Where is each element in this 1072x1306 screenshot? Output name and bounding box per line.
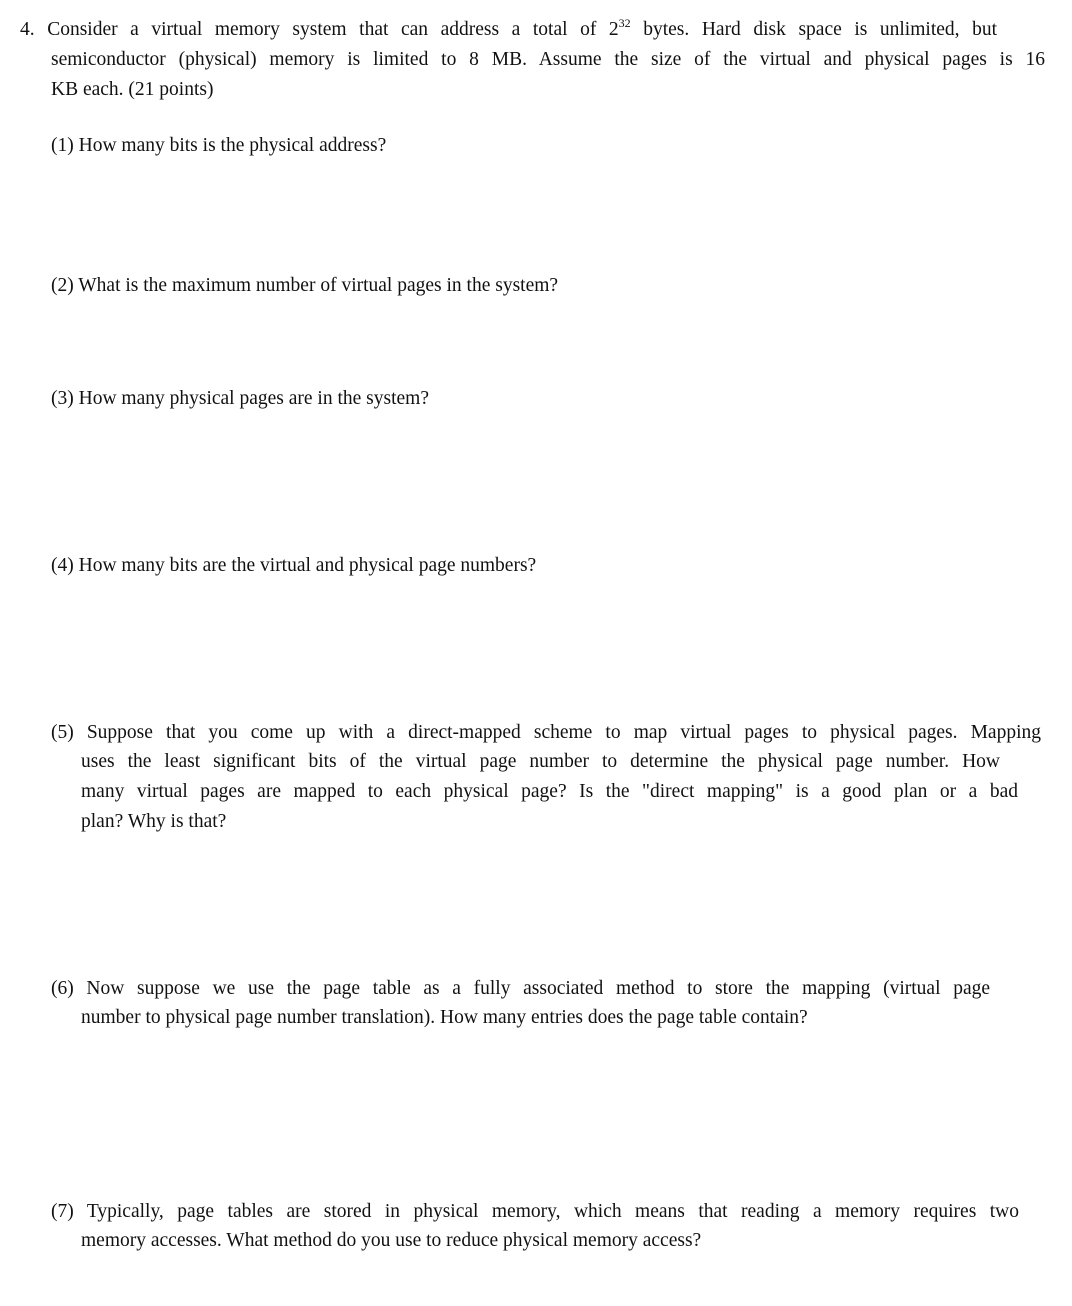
part-1: (1) How many bits is the physical address?	[51, 135, 387, 156]
part-5-line-4: plan? Why is that?	[81, 811, 227, 832]
question-line-1	[20, 18, 997, 42]
part-2: (2) What is the maximum number of virtual pages in the system?	[51, 275, 559, 296]
question-line-1-post: bytes. Hard disk space is unlimited, but	[630, 19, 997, 40]
question-line-2: semiconductor (physical) memory is limited to 8 MB. Assume the size of the virtual and physical pages is 16	[51, 49, 1045, 70]
part-5-line-2: uses the least significant bits of the virtual page number to determine the physical page number. How	[81, 751, 1000, 772]
part-6-line-1: (6) Now suppose we use the page table as a fully associated method to store the mapping (virtual page	[51, 978, 990, 999]
exponent: 32	[618, 16, 631, 30]
question-line-1-pre: 4. Consider a virtual memory system that can address a total of 2	[20, 19, 619, 40]
part-6-line-2: number to physical page number translation). How many entries does the page table contain?	[81, 1007, 808, 1028]
part-5-line-3: many virtual pages are mapped to each physical page? Is the "direct mapping" is a good plan or a bad	[81, 781, 1018, 802]
part-4: (4) How many bits are the virtual and physical page numbers?	[51, 555, 537, 576]
part-5-line-1: (5) Suppose that you come up with a direct-mapped scheme to map virtual pages to physical pages. Mapping	[51, 722, 1041, 743]
question-line-3: KB each. (21 points)	[51, 79, 214, 100]
part-7-line-1: (7) Typically, page tables are stored in physical memory, which means that reading a memory requires two	[51, 1201, 1019, 1222]
part-3: (3) How many physical pages are in the system?	[51, 388, 429, 409]
part-7-line-2: memory accesses. What method do you use to reduce physical memory access?	[81, 1230, 702, 1251]
